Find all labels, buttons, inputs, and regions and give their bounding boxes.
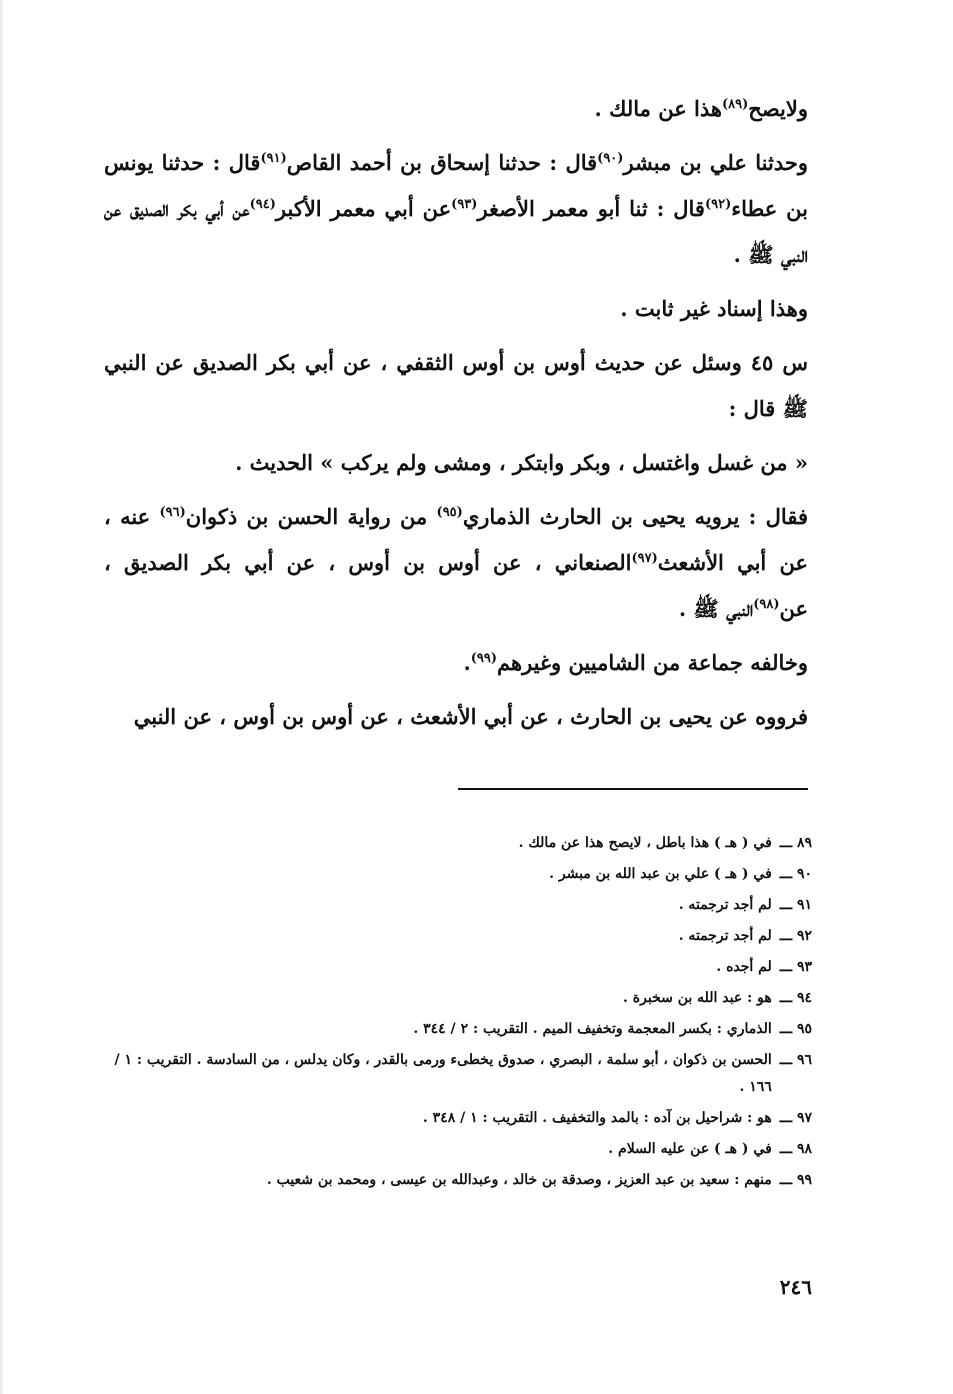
footnote-ref-89: (٨٩) [721, 97, 749, 112]
p6-part2: من رواية الحسن بن ذكوان [185, 504, 437, 529]
footnote-ref-92: (٩٢) [704, 197, 732, 212]
footnote-97 [112, 1105, 812, 1132]
scan-edge-shadow [0, 0, 4, 1394]
p6-part4: الصنعاني ، عن أوس بن أوس ، عن أبي بكر الصديق ، عن [104, 550, 808, 621]
footnote-92 [112, 923, 812, 950]
footnote-number: ٩٩ ـــ [779, 1172, 812, 1188]
footnote-number: ٨٩ ـــ [779, 835, 812, 851]
footnote-98 [112, 1136, 812, 1163]
footnote-89 [112, 830, 812, 857]
footnote-ref-93: (٩٣) [451, 197, 478, 212]
footnote-text: منهم : سعيد بن عبد العزيز ، وصدقة بن خالد ، وعبدالله بن عيسى ، ومحمد بن شعيب . [266, 1172, 772, 1188]
footnote-number: ٩٥ ـــ [779, 1021, 812, 1037]
footnote-99 [112, 1167, 812, 1194]
main-text [104, 86, 808, 748]
footnote-text: هو : شراحيل بن آده : بالمد والتخفيف . التقريب : ١ / ٣٤٨ . [422, 1110, 772, 1126]
footnote-text: لم أجد ترجمته . [678, 928, 772, 944]
footnote-ref-97: (٩٧) [631, 551, 658, 566]
footnote-ref-95: (٩٥) [436, 505, 463, 520]
p4-text: وسئل عن حديث أوس بن أوس الثقفي ، عن أبي بكر الصديق عن النبي ﷺ قال : [104, 350, 808, 421]
p7-end: . [463, 650, 471, 675]
footnote-text: لم أجد ترجمته . [678, 897, 772, 913]
paragraph-5-hadith: « من غسل واغتسل ، وبكر وابتكر ، ومشى ولم يركب » الحديث . [235, 450, 808, 475]
paragraph-1 [104, 86, 808, 132]
footnote-text: في ( هـ ) عن عليه السلام . [608, 1141, 772, 1157]
footnote-text: في ( هـ ) هذا باطل ، لايصح هذا عن مالك . [518, 835, 772, 851]
footnote-number: ٩٣ ـــ [779, 959, 812, 975]
paragraph-8: فرووه عن يحيى بن الحارث ، عن أبي الأشعث ، عن أوس بن أوس ، عن النبي [133, 704, 808, 729]
p2-part1: وحدثنا علي بن مبشر [623, 150, 809, 175]
paragraph-7 [104, 640, 808, 686]
footnote-text: الذماري : بكسر المعجمة وتخفيف الميم . التقريب : ٢ / ٣٤٤ . [413, 1021, 772, 1037]
footnote-number: ٩٦ ـــ [779, 1052, 812, 1068]
footnote-94 [112, 985, 812, 1012]
p2-part4: قال : ثنا أبو معمر الأصغر [477, 196, 705, 221]
footnote-ref-99: (٩٩) [470, 651, 498, 666]
p6-part3: عنه ، عن أبي الأشعث [104, 504, 808, 575]
footnote-number: ٩٤ ـــ [779, 990, 812, 1006]
footnote-ref-91: (٩١) [260, 151, 287, 166]
footnote-text: الحسن بن ذكوان ، أبو سلمة ، البصري ، صدوق يخطىء ورمى بالقدر ، وكان يدلس ، من السادسة . التقريب : ١ / ١٦٦ . [114, 1052, 772, 1095]
footnote-95 [112, 1016, 812, 1043]
footnote-ref-94: (٩٤) [249, 197, 276, 212]
footnote-text: في ( هـ ) علي بن عبد الله بن مبشر . [549, 866, 772, 882]
p7-text: وخالفه جماعة من الشاميين وغيرهم [497, 650, 808, 675]
footnote-ref-98: (٩٨) [753, 597, 780, 612]
p6-part1: فقال : يرويه يحيى بن الحارث الذماري [462, 504, 808, 529]
footnote-93 [112, 954, 812, 981]
footnote-number: ٩٨ ـــ [779, 1141, 812, 1157]
question-number: س ٤٥ [750, 350, 808, 375]
footnote-number: ٩٠ ـــ [779, 866, 812, 882]
footnote-91 [112, 892, 812, 919]
p2-part3: قال : حدثنا يونس بن عطاء [104, 150, 809, 221]
page-number: ٢٤٦ [779, 1275, 812, 1299]
p6-part5: النبي ﷺ . [678, 596, 754, 621]
p2-part6: عن أبي بكر الصديق عن النبي ﷺ . [104, 196, 808, 267]
paragraph-2 [104, 140, 808, 278]
footnote-separator-line [458, 788, 808, 790]
paragraph-3: وهذا إسناد غير ثابت . [620, 296, 808, 321]
footnote-number: ٩٧ ـــ [779, 1110, 812, 1126]
footnote-ref-90: (٩٠) [597, 151, 624, 166]
footnote-number: ٩٢ ـــ [779, 928, 812, 944]
paragraph-6 [104, 494, 808, 632]
footnote-text: لم أجده . [716, 959, 772, 975]
p2-part5: عن أبي معمر الأكبر [275, 196, 452, 221]
paragraph-4 [104, 340, 808, 432]
footnote-text: هو : عبد الله بن سخبرة . [623, 990, 772, 1006]
footnote-number: ٩١ ـــ [779, 897, 812, 913]
footnote-90 [112, 861, 812, 888]
footnotes [112, 830, 812, 1198]
footnote-96 [112, 1047, 812, 1101]
p1-after: هذا عن مالك . [594, 96, 722, 121]
footnote-ref-96: (٩٦) [159, 505, 186, 520]
p1-before: ولايصح [748, 96, 808, 121]
p2-part2: قال : حدثنا إسحاق بن أحمد القاص [286, 150, 598, 175]
